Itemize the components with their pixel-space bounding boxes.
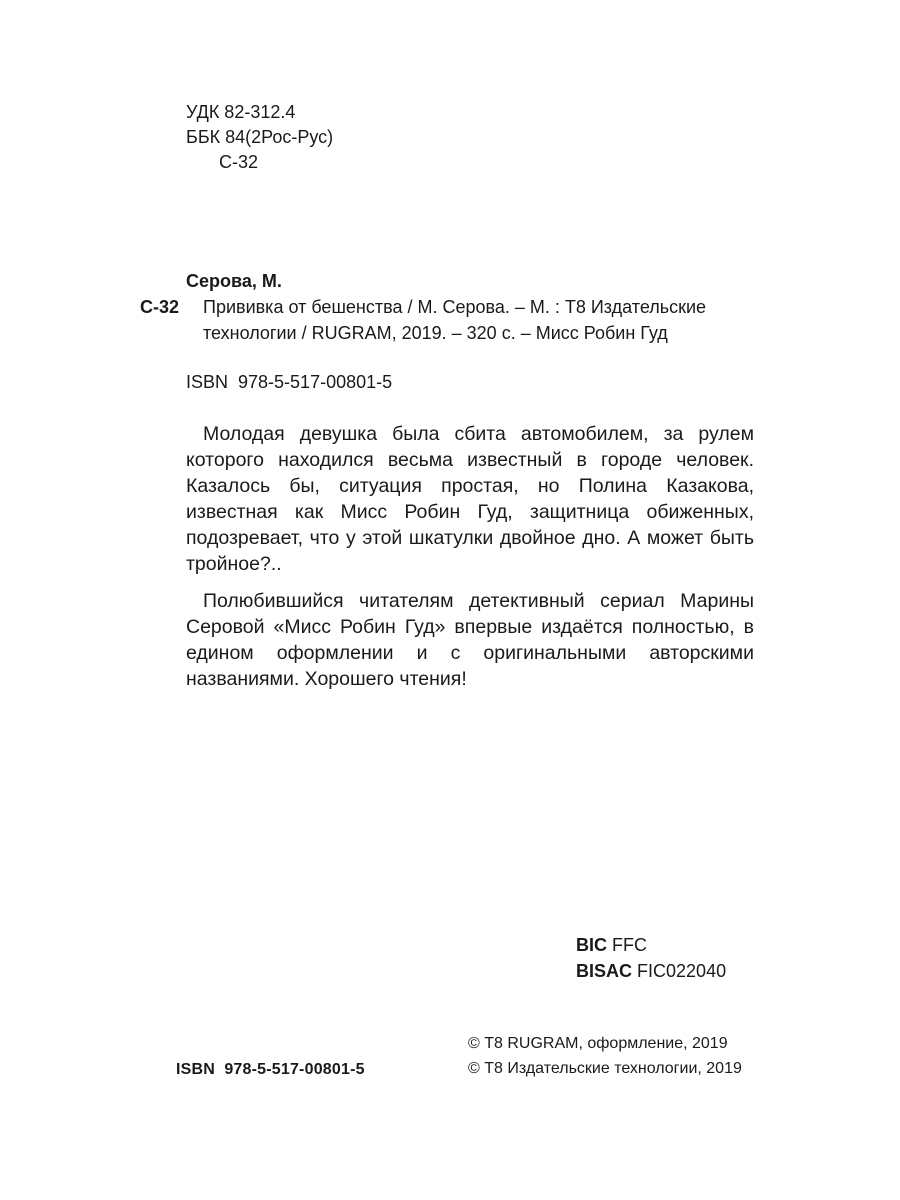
- isbn-top: ISBN 978-5-517-00801-5: [186, 372, 393, 392]
- udk-code: УДК 82-312.4: [186, 102, 296, 122]
- isbn-bottom: ISBN 978-5-517-00801-5: [176, 1061, 365, 1078]
- subject-codes: [576, 934, 726, 986]
- copyright-line: © Т8 Издательские технологии, 2019: [468, 1060, 742, 1077]
- bibliographic-line: Прививка от бешенства / М. Серова. – М. : Т8 Издательские: [203, 297, 707, 317]
- classification-codes: [186, 101, 333, 176]
- bibliographic-description: [203, 296, 706, 348]
- copyright-line: © Т8 RUGRAM, оформление, 2019: [468, 1035, 728, 1052]
- copyright-block: [468, 1034, 742, 1084]
- bic-label: BIC: [576, 935, 607, 955]
- annotation-paragraph: Молодая девушка была сбита автомобилем, за рулем которого находился весьма известный в городе человек. Казалось бы, ситуация простая, но Полина Казакова, известная как Мисс Робин Гуд, защитница обиженных, подозревает, что у этой шкатулки двойное дно. А может быть тройное?..: [186, 423, 754, 575]
- bbk-code: ББК 84(2Рос-Рус): [186, 127, 334, 147]
- annotation-paragraph: Полюбившийся читателям детективный сериал Марины Серовой «Мисс Робин Гуд» впервые издаётся полностью, в едином оформлении и с оригинальными авторскими названиями. Хорошего чтения!: [186, 590, 754, 690]
- index-code: С-32: [140, 297, 180, 317]
- bic-value: FFC: [612, 935, 648, 955]
- bisac-code: [576, 960, 726, 986]
- annotation: [186, 421, 754, 703]
- bisac-value: FIC022040: [637, 961, 727, 981]
- bic-code: [576, 934, 726, 960]
- bibliographic-line: технологии / RUGRAM, 2019. – 320 с. – Мисс Робин Гуд: [203, 323, 668, 343]
- bisac-label: BISAC: [576, 961, 633, 981]
- author-heading: Серова, М.: [186, 271, 282, 291]
- author-mark: С-32: [219, 152, 259, 172]
